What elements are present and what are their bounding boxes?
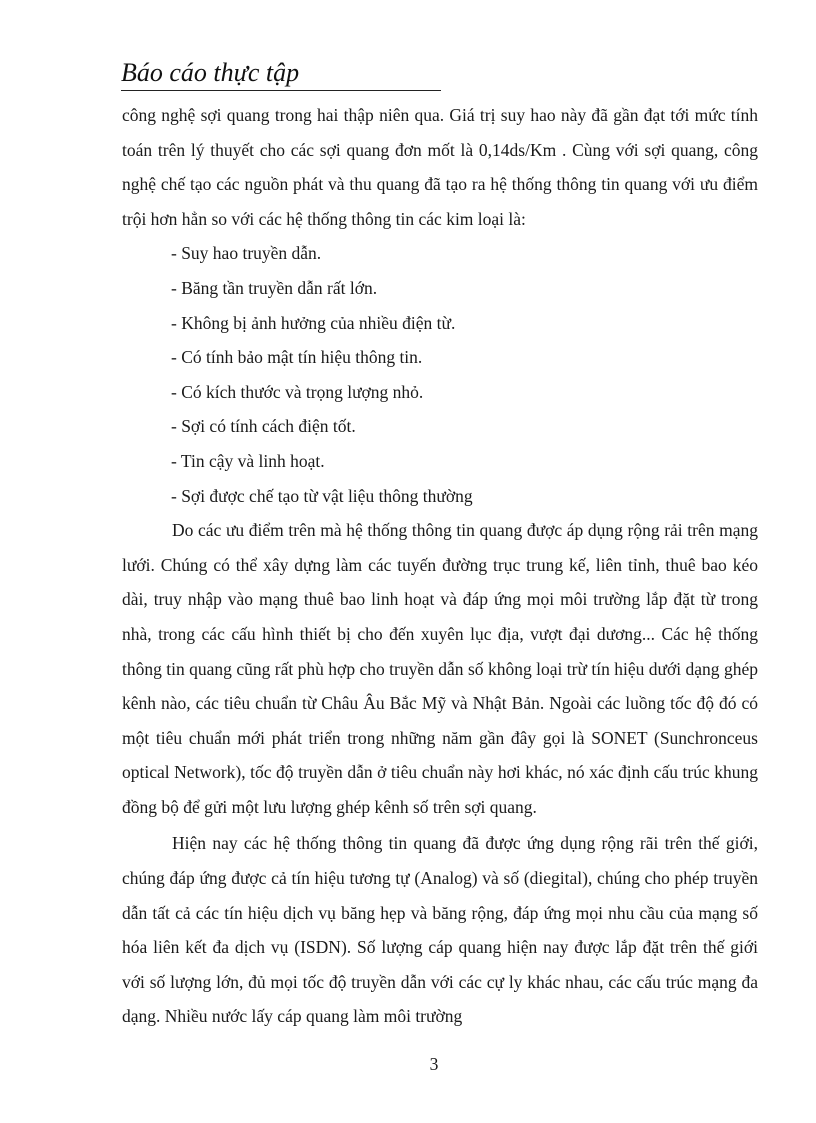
header-title: Báo cáo thực tập <box>121 58 300 87</box>
advantage-item: - Sợi được chế tạo từ vật liệu thông thường <box>171 485 473 506</box>
paragraph-applications: Do các ưu điểm trên mà hệ thống thông tin quang được áp dụng rộng rải trên mạng lưới. Chúng có thể xây dựng làm các tuyến đường trục trung kế, liên tỉnh, thuê bao kéo dài, truy nhập vào mạng thuê bao linh hoạt và đáp ứng mọi môi trường lắp đặt từ trong nhà, trong các cấu hình thiết bị cho đến xuyên lục địa, vượt đại dương... Các hệ thống thông tin quang cũng rất phù hợp cho truyền dẫn số không loại trừ tín hiệu dưới dạng ghép kênh nào, các tiêu chuẩn từ Châu Âu Bắc Mỹ và Nhật Bản. Ngoài các luồng tốc độ đó có một tiêu chuẩn mới phát triển trong những năm gần đây gọi là SONET (Sunchronceus optical Network), tốc độ truyền dẫn ở tiêu chuẩn này hơi khác, nó xác định cấu trúc khung đồng bộ để gửi một lưu lượng ghép kênh số trên sợi quang. <box>122 520 758 817</box>
advantage-item: - Sợi có tính cách điện tốt. <box>171 416 356 437</box>
advantage-item: - Có tính bảo mật tín hiệu thông tin. <box>171 347 423 368</box>
advantage-item: - Băng tần truyền dẫn rất lớn. <box>171 277 378 298</box>
page-header <box>121 56 441 91</box>
document-body <box>122 98 758 1034</box>
advantage-item: - Suy hao truyền dẫn. <box>171 243 322 264</box>
advantage-item: - Tin cậy và linh hoạt. <box>171 450 325 471</box>
advantage-item: - Có kích thước và trọng lượng nhỏ. <box>171 381 424 402</box>
intro-paragraph: công nghệ sợi quang trong hai thập niên qua. Giá trị suy hao này đã gần đạt tới mức tính toán trên lý thuyết cho các sợi quang đơn mốt là 0,14ds/Km . Cùng với sợi quang, công nghệ chế tạo các nguồn phát và thu quang đã tạo ra hệ thống thông tin quang với ưu điểm trội hơn hẳn so với các hệ thống thông tin các kim loại là: <box>122 105 758 229</box>
advantage-item: - Không bị ảnh hưởng của nhiều điện từ. <box>171 312 456 333</box>
advantages-list <box>122 236 758 513</box>
page-number: 3 <box>429 1054 439 1074</box>
paragraph-current-status: Hiện nay các hệ thống thông tin quang đã được ứng dụng rộng rãi trên thế giới, chúng đáp ứng được cả tín hiệu tương tự (Analog) và số (diegital), chúng cho phép truyền dẫn tất cả các tín hiệu dịch vụ băng hẹp và băng rộng, đáp ứng mọi nhu cầu của mạng số hóa liên kết đa dịch vụ (ISDN). Số lượng cáp quang hiện nay được lắp đặt trên thế giới với số lượng lớn, đủ mọi tốc độ truyền dẫn với các cự ly khác nhau, các cấu trúc mạng đa dạng. Nhiều nước lấy cáp quang làm môi trường <box>122 833 758 1027</box>
